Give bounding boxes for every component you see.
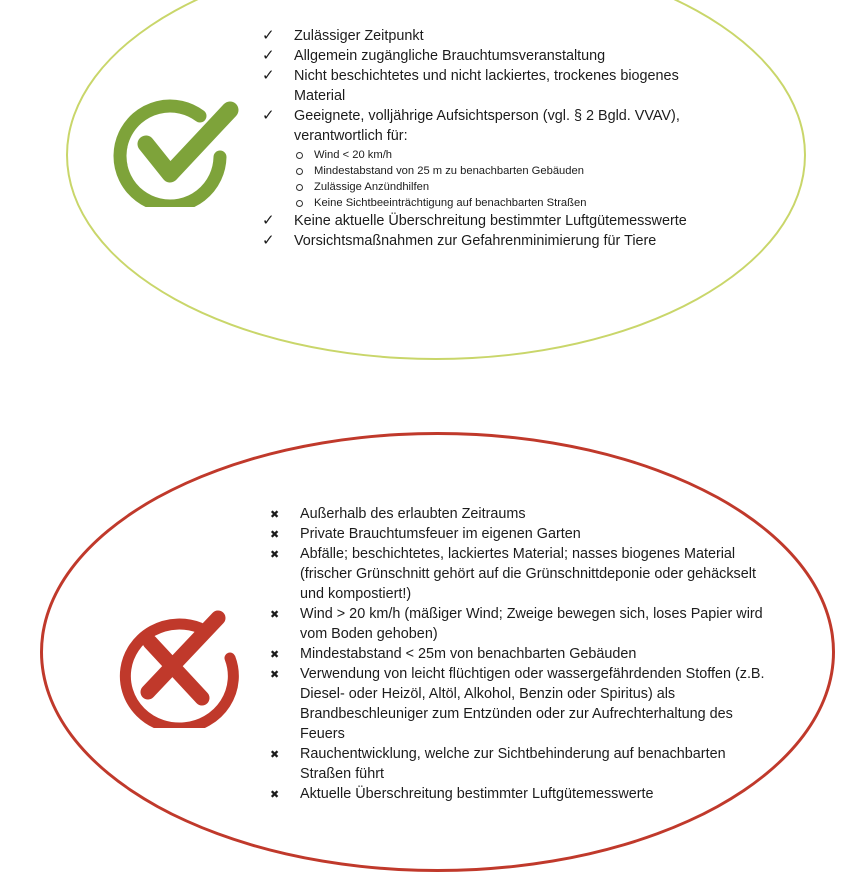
checkmark-icon: ✓ <box>262 232 275 249</box>
cross-mark-icon: ✖ <box>270 609 280 621</box>
forbidden-item <box>268 604 768 644</box>
forbidden-item-text: Aktuelle Überschreitung bestimmter Luftgütemesswerte <box>300 786 654 802</box>
allowed-subitem <box>294 195 722 211</box>
cross-mark-icon: ✖ <box>270 529 280 541</box>
cross-mark-icon: ✖ <box>270 549 280 561</box>
allowed-item-text: Vorsichtsmaßnahmen zur Gefahrenminimierung für Tiere <box>294 233 657 249</box>
forbidden-item <box>268 744 768 784</box>
forbidden-item <box>268 544 768 604</box>
cross-mark-icon: ✖ <box>270 509 280 521</box>
cross-mark-icon: ✖ <box>270 749 280 761</box>
allowed-subitem <box>294 147 722 163</box>
allowed-subitem-text: Zulässige Anzündhilfen <box>314 181 430 193</box>
allowed-item <box>262 231 722 251</box>
allowed-item-text: Nicht beschichtetes und nicht lackiertes, trockenes biogenes Material <box>294 68 679 104</box>
forbidden-item-text: Rauchentwicklung, welche zur Sichtbehinderung auf benachbarten Straßen führt <box>300 746 726 782</box>
allowed-subitem-text: Keine Sichtbeeinträchtigung auf benachbarten Straßen <box>314 197 587 209</box>
allowed-subitem <box>294 163 722 179</box>
circle-bullet-icon <box>296 184 303 191</box>
forbidden-item <box>268 784 768 804</box>
checkmark-icon: ✓ <box>262 27 275 44</box>
check-circle-icon <box>108 82 240 207</box>
circle-bullet-icon <box>296 152 303 159</box>
checkmark-icon: ✓ <box>262 212 275 229</box>
checkmark-icon: ✓ <box>262 47 275 64</box>
allowed-item <box>262 211 722 231</box>
allowed-subitem-text: Mindestabstand von 25 m zu benachbarten Gebäuden <box>314 165 584 177</box>
forbidden-item <box>268 524 768 544</box>
allowed-item-text: Allgemein zugängliche Brauchtumsveranstaltung <box>294 48 606 64</box>
cross-mark-icon: ✖ <box>270 649 280 661</box>
checkmark-icon: ✓ <box>262 67 275 84</box>
allowed-subitem <box>294 179 722 195</box>
allowed-item <box>262 46 722 66</box>
allowed-item <box>262 26 722 46</box>
circle-bullet-icon <box>296 168 303 175</box>
cross-mark-icon: ✖ <box>270 789 280 801</box>
allowed-item-text: Keine aktuelle Überschreitung bestimmter Luftgütemesswerte <box>294 213 687 229</box>
forbidden-item-text: Verwendung von leicht flüchtigen oder wassergefährdenden Stoffen (z.B. Diesel- oder Heizöl, Altöl, Alkohol, Benzin oder Spiritus) als Brandbeschleuniger zum Entzünden oder zur Aufrechterhaltung des Feuers <box>300 666 765 742</box>
allowed-list <box>262 26 722 251</box>
forbidden-item <box>268 644 768 664</box>
forbidden-item-text: Mindestabstand < 25m von benachbarten Gebäuden <box>300 646 637 662</box>
forbidden-item-text: Private Brauchtumsfeuer im eigenen Garten <box>300 526 581 542</box>
cross-circle-icon <box>108 600 242 728</box>
forbidden-item-text: Wind > 20 km/h (mäßiger Wind; Zweige bewegen sich, loses Papier wird vom Boden gehoben) <box>300 606 763 642</box>
forbidden-item <box>268 664 768 744</box>
forbidden-item-text: Abfälle; beschichtetes, lackiertes Material; nasses biogenes Material (frischer Grünschnitt gehört auf die Grünschnittdeponie oder gehäckselt und kompostiert!) <box>300 546 756 602</box>
allowed-item <box>262 66 722 106</box>
allowed-item <box>262 106 722 211</box>
forbidden-item-text: Außerhalb des erlaubten Zeitraums <box>300 506 526 522</box>
allowed-sublist <box>294 147 722 211</box>
forbidden-item <box>268 504 768 524</box>
checkmark-icon: ✓ <box>262 107 275 124</box>
allowed-subitem-text: Wind < 20 km/h <box>314 149 393 161</box>
allowed-item-text: Geeignete, volljährige Aufsichtsperson (vgl. § 2 Bgld. VVAV), verantwortlich für: <box>294 108 680 144</box>
allowed-item-text: Zulässiger Zeitpunkt <box>294 28 424 44</box>
cross-mark-icon: ✖ <box>270 669 280 681</box>
circle-bullet-icon <box>296 200 303 207</box>
forbidden-list <box>268 504 768 804</box>
